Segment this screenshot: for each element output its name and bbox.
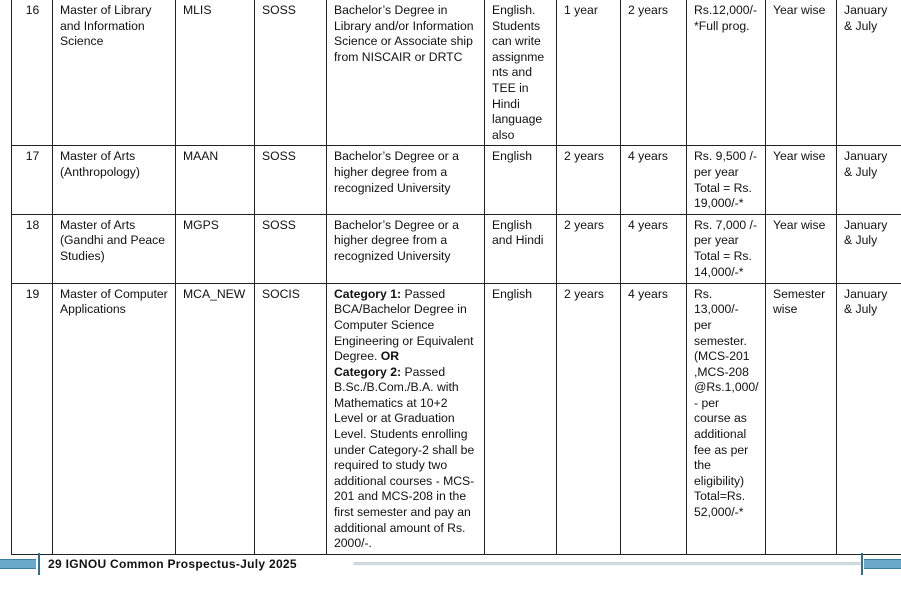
max-duration: 4 years	[621, 214, 687, 283]
min-duration: 2 years	[557, 146, 621, 214]
table-row	[12, 283, 901, 554]
eligibility: Bachelor’s Degree in Library and/or Information Science or Associate ship from NISCAIR or DRTC	[327, 0, 485, 146]
admission-cycle: January & July	[837, 0, 901, 146]
fee: Rs. 9,500 /- per year Total = Rs. 19,000/-*	[687, 146, 766, 214]
max-duration: 4 years	[621, 146, 687, 214]
serial-number: 17	[12, 146, 53, 214]
category-2-text: Passed B.Sc./B.Com./B.A. with Mathematics at 10+2 Level or at Graduation Level. Students enrolling under Category-2 shall be required to study two additional courses - MCS-201 and MCS-208 in the first semester and pay an additional amount of Rs. 2000/-.	[334, 364, 475, 551]
footer-bar-right	[864, 559, 901, 569]
admission-cycle: January & July	[837, 283, 901, 554]
medium: English	[485, 283, 557, 554]
min-duration: 1 year	[557, 0, 621, 146]
medium: English. Students can write assignme nts and TEE in Hindi language also	[485, 0, 557, 146]
medium: English	[485, 146, 557, 214]
fee-mode: Year wise	[766, 0, 837, 146]
programme-code: MCA_NEW	[176, 283, 255, 554]
admission-cycle: January & July	[837, 214, 901, 283]
page-footer	[0, 553, 901, 583]
table-row	[12, 146, 901, 214]
eligibility: Bachelor’s Degree or a higher degree from a recognized University	[327, 214, 485, 283]
fee-mode: Semester wise	[766, 283, 837, 554]
table-row	[12, 0, 901, 146]
table-row	[12, 214, 901, 283]
fee-mode: Year wise	[766, 214, 837, 283]
max-duration: 2 years	[621, 0, 687, 146]
school: SOSS	[255, 214, 327, 283]
footer-divider	[861, 553, 863, 575]
footer-bar-left	[0, 559, 36, 569]
category-2-label: Category 2:	[334, 364, 402, 379]
category-1-label: Category 1:	[334, 286, 402, 301]
programme-table	[11, 0, 901, 555]
category-1-text: Passed BCA/Bachelor Degree in Computer Science Engineering or Equivalent Degree.	[334, 286, 474, 364]
programme-name: Master of Arts (Anthropology)	[53, 146, 176, 214]
eligibility	[327, 283, 485, 554]
programme-code: MAAN	[176, 146, 255, 214]
school: SOCIS	[255, 283, 327, 554]
serial-number: 19	[12, 283, 53, 554]
school: SOSS	[255, 0, 327, 146]
eligibility: Bachelor’s Degree or a higher degree from a recognized University	[327, 146, 485, 214]
fee: Rs.12,000/- *Full prog.	[687, 0, 766, 146]
admission-cycle: January & July	[837, 146, 901, 214]
fee: Rs. 7,000 /- per year Total = Rs. 14,000/-*	[687, 214, 766, 283]
min-duration: 2 years	[557, 214, 621, 283]
programme-code: MLIS	[176, 0, 255, 146]
programme-name: Master of Computer Applications	[53, 283, 176, 554]
min-duration: 2 years	[557, 283, 621, 554]
school: SOSS	[255, 146, 327, 214]
fee-mode: Year wise	[766, 146, 837, 214]
fee: Rs. 13,000/- per semester. (MCS-201 ,MCS-208 @Rs.1,000/ - per course as additional fee as per the eligibility) Total=Rs. 52,000/-*	[687, 283, 766, 554]
max-duration: 4 years	[621, 283, 687, 554]
serial-number: 16	[12, 0, 53, 146]
medium: English and Hindi	[485, 214, 557, 283]
serial-number: 18	[12, 214, 53, 283]
programme-code: MGPS	[176, 214, 255, 283]
programme-name: Master of Library and Information Science	[53, 0, 176, 146]
footer-text: 29 IGNOU Common Prospectus-July 2025	[48, 557, 297, 571]
programme-name: Master of Arts (Gandhi and Peace Studies)	[53, 214, 176, 283]
footer-rule	[353, 562, 861, 565]
or-label: OR	[380, 349, 400, 364]
footer-divider	[38, 553, 40, 575]
